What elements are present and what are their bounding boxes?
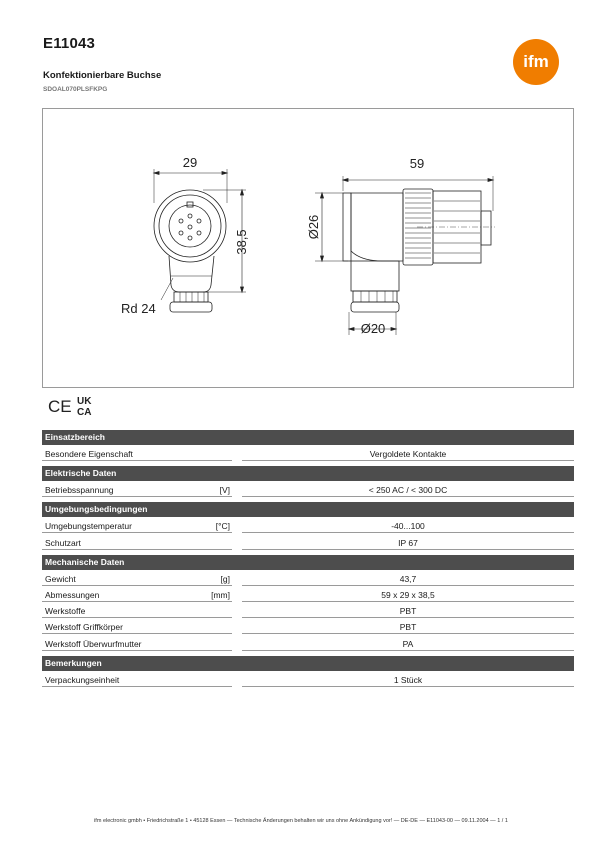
dim-radius: Rd 24	[121, 301, 156, 316]
table-row	[42, 519, 574, 533]
dim-side-diameter: Ø26	[306, 214, 321, 240]
row-label: Werkstoff Überwurfmutter	[42, 637, 190, 651]
table-row	[42, 588, 574, 602]
ce-mark-icon: CE	[48, 397, 72, 416]
row-label: Umgebungstemperatur	[42, 519, 190, 533]
row-unit	[190, 637, 232, 651]
footer-text: ifm electronic gmbh • Friedrichstraße 1 • 45128 Essen — Technische Änderungen behalten wir uns ohne Ankündigung vor! — DE-DE — E11043-00 — 09.11.2004 —	[94, 818, 496, 824]
dim-side-cable: Ø20	[360, 321, 386, 336]
dim-side-length: 59	[409, 156, 425, 171]
table-row	[42, 536, 574, 550]
table-row	[42, 604, 574, 618]
table-row	[42, 637, 574, 651]
certification-marks	[48, 395, 108, 417]
row-label: Besondere Eigenschaft	[42, 447, 190, 461]
row-value: -40...100	[242, 519, 574, 533]
front-view	[121, 155, 249, 316]
row-unit: [°C]	[190, 519, 232, 533]
row-unit	[190, 673, 232, 687]
table-row	[42, 483, 574, 497]
technical-drawing	[42, 108, 574, 388]
logo-text: ifm	[523, 52, 549, 71]
row-value: 43,7	[242, 572, 574, 586]
row-unit: [mm]	[190, 588, 232, 602]
row-label: Werkstoff Griffkörper	[42, 620, 190, 634]
section-header: Umgebungsbedingungen	[42, 502, 574, 517]
row-value: < 250 AC / < 300 DC	[242, 483, 574, 497]
section-header: Elektrische Daten	[42, 466, 574, 481]
side-view	[306, 156, 495, 336]
row-unit	[190, 620, 232, 634]
row-label: Schutzart	[42, 536, 190, 550]
page-footer	[0, 818, 602, 824]
table-row	[42, 620, 574, 634]
row-value: Vergoldete Kontakte	[242, 447, 574, 461]
row-value: PBT	[242, 604, 574, 618]
section-header: Bemerkungen	[42, 656, 574, 671]
table-row	[42, 447, 574, 461]
article-code: SDOAL070PLSFKPG	[43, 86, 108, 93]
row-label: Verpackungseinheit	[42, 673, 190, 687]
row-label: Betriebsspannung	[42, 483, 190, 497]
product-title: E11043	[43, 35, 96, 52]
row-value: 1 Stück	[242, 673, 574, 687]
dim-front-width: 29	[182, 155, 198, 170]
row-unit	[190, 604, 232, 618]
section-header: Mechanische Daten	[42, 555, 574, 570]
row-unit: [g]	[190, 572, 232, 586]
row-unit: [V]	[190, 483, 232, 497]
table-row	[42, 572, 574, 586]
row-value: PBT	[242, 620, 574, 634]
row-unit	[190, 536, 232, 550]
product-subtitle: Konfektionierbare Buchse	[43, 70, 162, 81]
row-value: 59 x 29 x 38,5	[242, 588, 574, 602]
footer-page: 1 / 1	[497, 818, 508, 824]
row-label: Werkstoffe	[42, 604, 190, 618]
dim-front-height: 38,5	[234, 229, 249, 255]
ifm-logo-icon	[512, 38, 560, 86]
row-value: IP 67	[242, 536, 574, 550]
section-header: Einsatzbereich	[42, 430, 574, 445]
ukca-mark-top: UK	[77, 396, 92, 407]
row-value: PA	[242, 637, 574, 651]
table-row	[42, 673, 574, 687]
row-label: Abmessungen	[42, 588, 190, 602]
row-label: Gewicht	[42, 572, 190, 586]
row-unit	[190, 447, 232, 461]
spec-table	[42, 430, 574, 689]
ukca-mark-bottom: CA	[77, 407, 92, 417]
